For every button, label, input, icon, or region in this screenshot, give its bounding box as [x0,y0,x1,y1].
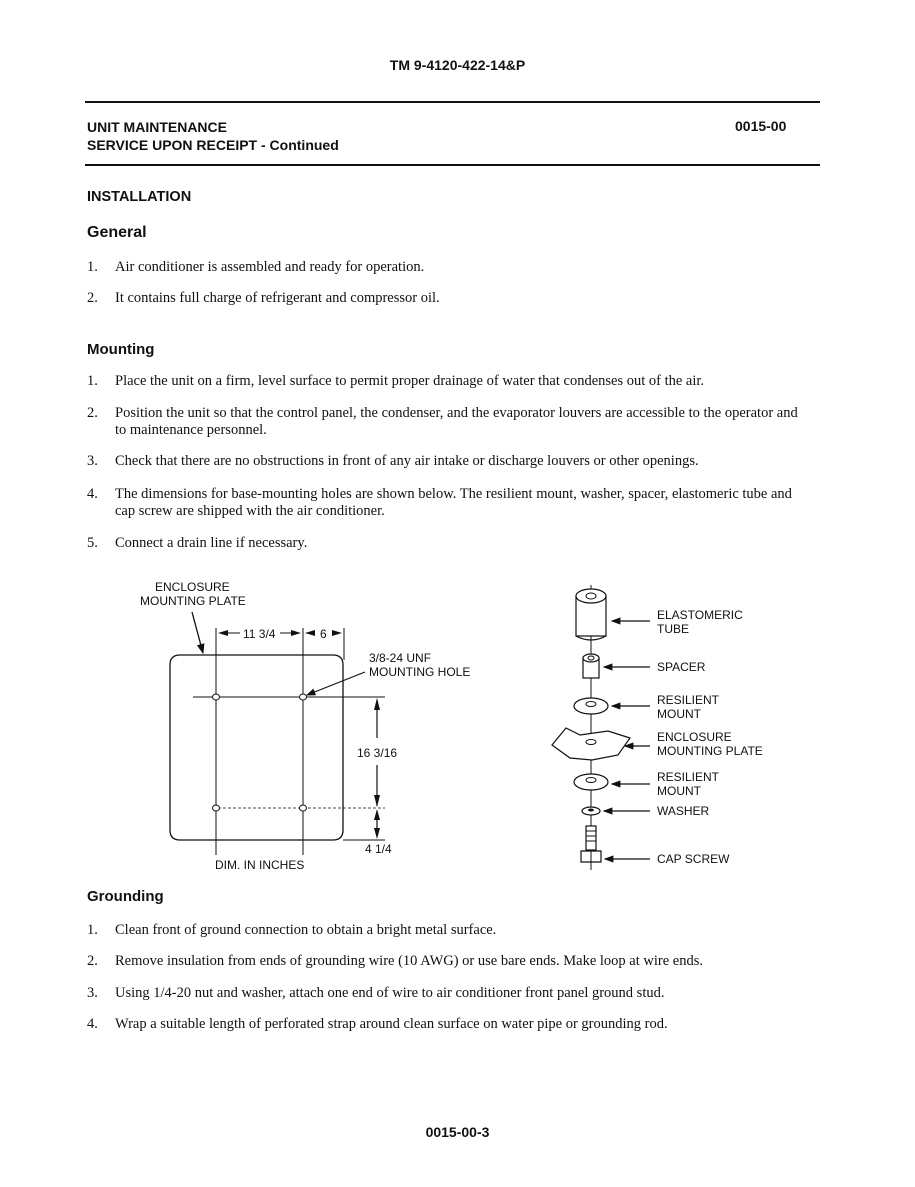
part-label-resilient-mount-upper: RESILIENT MOUNT [657,693,720,721]
heading-general: General [87,224,147,241]
part-label-enclosure-plate: ENCLOSURE MOUNTING PLATE [657,730,763,758]
part-label-resilient-mount-lower: RESILIENT MOUNT [657,770,720,798]
dim-horizontal-1: 11 3/4 [243,627,276,641]
hole-label-1: 3/8-24 UNF [369,651,432,665]
units-note: DIM. IN INCHES [215,858,305,872]
page-header [87,118,339,154]
part-label-elastomeric-tube: ELASTOMERIC TUBE [657,608,743,636]
part-label-cap-screw: CAP SCREW [657,852,730,866]
document-id: TM 9-4120-422-14&P [389,57,526,73]
hole-label-2: MOUNTING HOLE [369,665,471,679]
part-label-spacer: SPACER [657,660,706,674]
header-rule-bottom [85,164,820,166]
plate-label-line2: MOUNTING PLATE [140,594,246,608]
heading-grounding: Grounding [87,888,164,905]
plate-label: ENCLOSURE [155,580,230,594]
dim-vertical-2: 4 1/4 [365,842,392,856]
dim-horizontal-2: 6 [320,627,327,641]
section-title: INSTALLATION [87,189,192,205]
header-subtitle: SERVICE UPON RECEIPT - Continued [87,137,339,153]
dim-vertical-1: 16 3/16 [357,746,398,760]
header-title: UNIT MAINTENANCE [87,119,227,135]
header-rule-top [85,101,820,103]
part-label-washer: WASHER [657,804,710,818]
work-package-number: 0015-00 [735,118,787,134]
page-number: 0015-00-3 [425,1124,490,1140]
heading-mounting: Mounting [87,341,155,358]
